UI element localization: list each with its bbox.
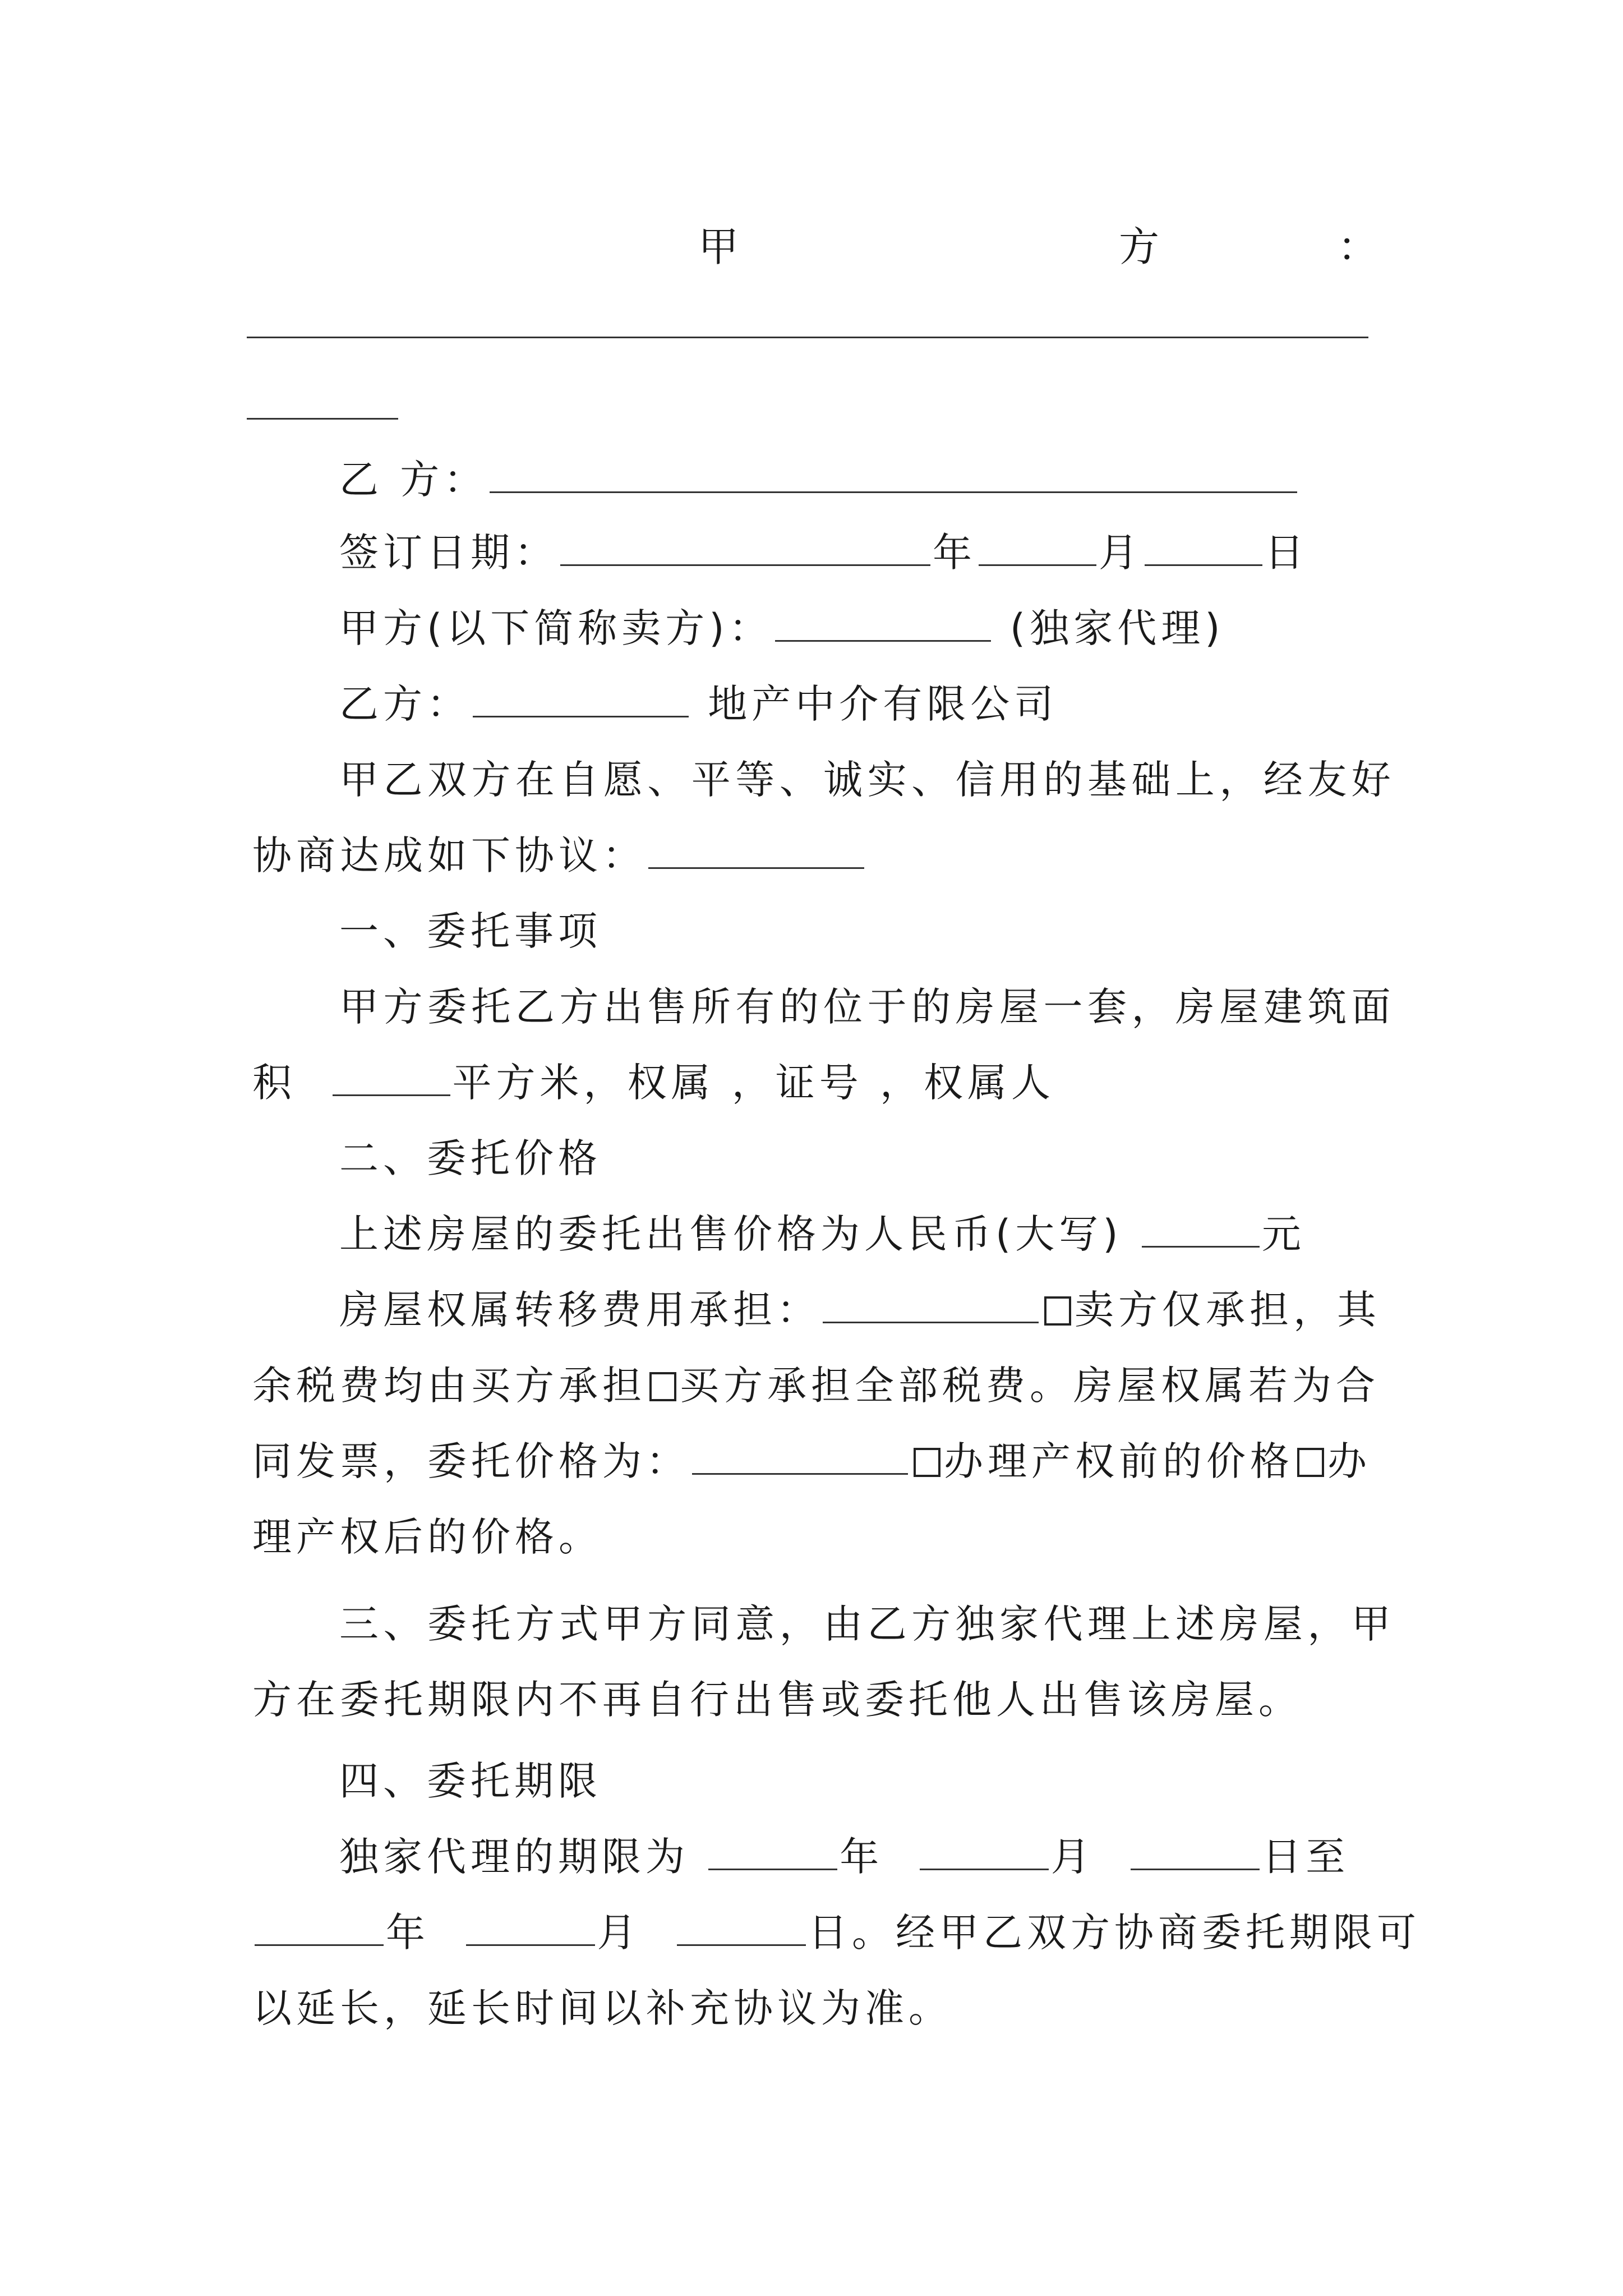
term-start-month-label: 月 [1050, 1834, 1095, 1880]
para-5-line-2: 方在委托期限内不再自行出售或委托他人出售该房屋。 [252, 1677, 1302, 1723]
char: 有 [735, 984, 775, 1030]
char: 委 [427, 1601, 467, 1647]
char: 甲 [603, 1601, 643, 1647]
price-unit: 元 [1261, 1211, 1306, 1257]
char: 代 [1043, 1601, 1083, 1647]
party-a-colon: ： [1338, 223, 1378, 270]
char: 独 [955, 1601, 995, 1647]
area-blank [333, 1060, 450, 1096]
price-blank [1142, 1211, 1260, 1248]
char: 、 [911, 757, 951, 803]
para-2-line-1 [339, 982, 1391, 1032]
char: 房 [955, 984, 995, 1030]
char: 自 [559, 757, 599, 803]
char: 位 [823, 984, 863, 1030]
char: 托 [471, 1601, 511, 1647]
char: 房 [1175, 984, 1215, 1030]
char: 方 [471, 757, 511, 803]
char: 、 [383, 1601, 423, 1647]
char: 同 [691, 1601, 731, 1647]
char: 方 [911, 1601, 951, 1647]
after-title-checkbox[interactable] [1297, 1448, 1324, 1477]
char: 方 [559, 984, 599, 1030]
char: 售 [647, 984, 687, 1030]
char: ， [1219, 757, 1259, 803]
char: 愿 [603, 757, 643, 803]
char: 屋 [1263, 1601, 1303, 1647]
char: 、 [647, 757, 687, 803]
term-end-month-blank [466, 1910, 595, 1946]
char: 所 [691, 984, 731, 1030]
char: 在 [515, 757, 555, 803]
char: 家 [999, 1601, 1039, 1647]
fee-line-2 [252, 1360, 1391, 1411]
seller-line [339, 603, 1391, 654]
exclusive-label: (独家代理) [1009, 605, 1225, 651]
sign-year-blank [560, 530, 930, 566]
para-1-line-2 [252, 830, 1391, 881]
char: 三 [339, 1601, 379, 1647]
char: 乙 [383, 757, 423, 803]
char: 乙 [867, 1601, 907, 1647]
char: 的 [779, 984, 819, 1030]
fee-line-1 [339, 1285, 1391, 1335]
term-line-2 [252, 1907, 1421, 1958]
char: 托 [471, 984, 511, 1030]
char: 出 [603, 984, 643, 1030]
agency-party-label: 乙方： [339, 681, 471, 727]
seller-label: 甲方(以下简称卖方)： [339, 605, 773, 651]
party-a-blank-line-1 [247, 337, 1368, 338]
term-end-text: 日。经甲乙双方协商委托期限可 [808, 1910, 1421, 1955]
char: 的 [911, 984, 951, 1030]
term-label: 独家代理的期限为 [339, 1834, 689, 1880]
char: 实 [867, 757, 907, 803]
term-start-year-blank [708, 1834, 837, 1870]
char: 方 [515, 1601, 555, 1647]
char: 双 [427, 757, 467, 803]
fee-label: 房屋权属转移费用承担： [339, 1287, 820, 1333]
party-a-char-1: 甲 [698, 223, 739, 270]
sign-day-blank [1145, 530, 1262, 566]
seller-blank [775, 605, 991, 642]
fee-text-3c: 办 [1327, 1438, 1371, 1484]
para-5-line-1 [339, 1599, 1391, 1649]
fee-text-2a: 余税费均由买方承担 [252, 1363, 646, 1409]
agency-line [339, 679, 1391, 729]
sign-date-label: 签订日期： [339, 530, 558, 576]
buyer-all-checkbox[interactable] [649, 1372, 676, 1401]
char: 、 [779, 757, 819, 803]
agency-blank [473, 681, 689, 717]
term-start-month-blank [920, 1834, 1049, 1870]
party-b-label: 乙 方： [339, 457, 488, 503]
char: 意 [735, 1601, 775, 1647]
char: 基 [1087, 757, 1127, 803]
section-4-heading: 四、委托期限 [339, 1758, 602, 1804]
fee-blank [823, 1287, 1039, 1323]
sign-year-label: 年 [933, 530, 976, 576]
char: 委 [427, 984, 467, 1030]
party-b-blank [490, 457, 1297, 493]
char: 上 [1131, 1601, 1171, 1647]
char: 的 [1043, 757, 1083, 803]
sign-day-label: 日 [1265, 530, 1308, 576]
term-start-year-label: 年 [840, 1834, 884, 1880]
char: 好 [1351, 757, 1391, 803]
char: 甲 [1351, 1601, 1391, 1647]
party-a-blank-line-2 [247, 418, 398, 420]
fee-line-4: 理产权后的价格。 [252, 1514, 602, 1560]
party-b-line [339, 454, 1391, 505]
char: 由 [823, 1601, 863, 1647]
char: 甲 [339, 984, 379, 1030]
char: 等 [735, 757, 775, 803]
char: 础 [1131, 757, 1171, 803]
char: 上 [1175, 757, 1215, 803]
invoice-price-blank [692, 1438, 908, 1475]
char: 诚 [823, 757, 863, 803]
section-1-heading: 一、委托事项 [339, 908, 602, 954]
char: ， [1131, 984, 1171, 1030]
char: 于 [867, 984, 907, 1030]
char: 乙 [515, 984, 555, 1030]
fee-text-2b: 买方承担全部税费。房屋权属若为合 [680, 1363, 1380, 1409]
char: 建 [1263, 984, 1303, 1030]
fee-text-3b: 办理产权前的价格 [944, 1438, 1294, 1484]
char: 面 [1351, 984, 1391, 1030]
seller-only-text: 卖方仅承担，其 [1075, 1287, 1381, 1333]
agency-name: 地产中介有限公司 [708, 681, 1058, 727]
char: 述 [1175, 1601, 1215, 1647]
para-2-line-2 [252, 1057, 1391, 1108]
char: 筑 [1307, 984, 1347, 1030]
term-line-3: 以延长，延长时间以补充协议为准。 [252, 1985, 952, 2031]
area-text: 平方米，权属 ，证号 ，权属人 [452, 1060, 1055, 1106]
sign-date-line [339, 527, 1391, 578]
char: ， [1307, 1601, 1347, 1647]
char: 用 [999, 757, 1039, 803]
seller-only-checkbox[interactable] [1044, 1296, 1071, 1326]
char: 套 [1087, 984, 1127, 1030]
before-title-checkbox[interactable] [914, 1448, 940, 1477]
char: 信 [955, 757, 995, 803]
char: 理 [1087, 1601, 1127, 1647]
char: 甲 [339, 757, 379, 803]
party-a-char-2: 方 [1119, 223, 1160, 270]
fee-line-3 [252, 1436, 1391, 1487]
term-end-year-label: 年 [386, 1910, 430, 1955]
price-line [339, 1209, 1391, 1259]
char: 方 [647, 1601, 687, 1647]
char: 屋 [999, 984, 1039, 1030]
area-label: 积 [252, 1060, 296, 1106]
term-start-day-label: 日至 [1262, 1834, 1350, 1880]
char: 式 [559, 1601, 599, 1647]
char: 屋 [1219, 984, 1259, 1030]
section-2-heading: 二、委托价格 [339, 1135, 602, 1181]
agreement-blank [648, 832, 864, 869]
term-end-year-blank [255, 1910, 384, 1946]
term-end-month-label: 月 [597, 1910, 641, 1955]
sign-month-blank [979, 530, 1096, 566]
char: 友 [1307, 757, 1347, 803]
para-1-text: 协商达成如下协议： [252, 832, 646, 878]
char: 房 [1219, 1601, 1259, 1647]
char: 平 [691, 757, 731, 803]
para-1-line-1 [339, 754, 1391, 805]
term-start-day-blank [1131, 1834, 1260, 1870]
term-line-1 [339, 1832, 1391, 1882]
price-text: 上述房屋的委托出售价格为人民币(大写) [339, 1211, 1123, 1257]
char: 经 [1263, 757, 1303, 803]
char: ， [779, 1601, 819, 1647]
term-end-day-blank [677, 1910, 806, 1946]
sign-month-label: 月 [1099, 530, 1142, 576]
char: 一 [1043, 984, 1083, 1030]
fee-text-3a: 同发票，委托价格为： [252, 1438, 690, 1484]
char: 方 [383, 984, 423, 1030]
